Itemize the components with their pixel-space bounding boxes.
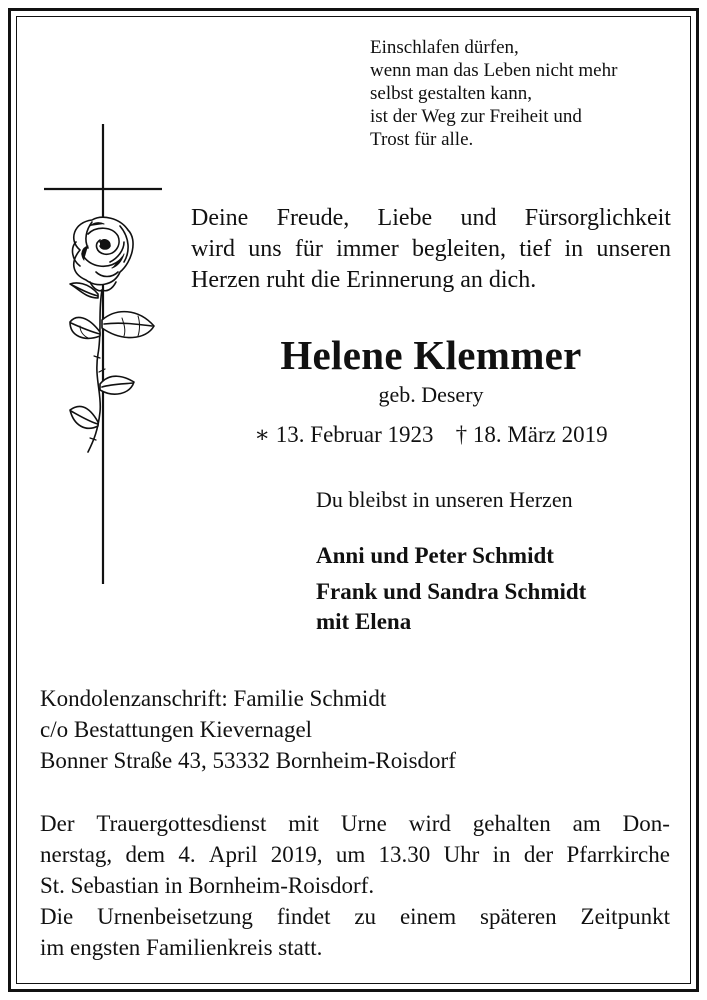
- service-line: Die Urnenbeisetzung findet zu einem späteren Zeitpunkt: [40, 904, 670, 929]
- cross-with-rose: [40, 122, 170, 587]
- poem-line: ist der Weg zur Freiheit und: [370, 106, 582, 127]
- poem: [370, 36, 617, 151]
- condolence-address: [40, 683, 456, 776]
- address-line: Kondolenzanschrift: Familie Schmidt: [40, 686, 387, 711]
- poem-line: Einschlafen dürfen,: [370, 37, 519, 58]
- poem-line: wenn man das Leben nicht mehr: [370, 60, 618, 81]
- service-line: nerstag, dem 4. April 2019, um 13.30 Uhr in der Pfarrkirche: [40, 842, 670, 867]
- deceased-name: Helene Klemmer: [280, 332, 582, 378]
- birth-date: ∗ 13. Februar 1923: [254, 422, 434, 447]
- mourner-line: mit Elena: [316, 609, 412, 634]
- service-info: [40, 808, 670, 963]
- mourner-line: Frank und Sandra Schmidt: [316, 579, 587, 604]
- mourners: [316, 541, 586, 637]
- farewell-quote: Du bleibst in unseren Herzen: [316, 487, 573, 512]
- service-line: St. Sebastian in Bornheim-Roisdorf.: [40, 873, 375, 898]
- intro-line: Herzen ruht die Erinnerung an dich.: [191, 267, 537, 293]
- intro-line: Deine Freude, Liebe und Fürsorglichkeit: [191, 205, 671, 231]
- poem-line: Trost für alle.: [370, 129, 474, 150]
- intro-text: [191, 203, 671, 296]
- intro-line: wird uns für immer begleiten, tief in unseren: [191, 236, 671, 262]
- address-line: Bonner Straße 43, 53332 Bornheim-Roisdorf: [40, 748, 456, 773]
- death-date: † 18. März 2019: [455, 422, 608, 447]
- cross-icon: [44, 124, 162, 584]
- poem-line: selbst gestalten kann,: [370, 83, 532, 104]
- maiden-name: geb. Desery: [378, 382, 484, 407]
- rose-icon: [70, 217, 154, 452]
- service-line: im engsten Familienkreis statt.: [40, 935, 323, 960]
- address-line: c/o Bestattungen Kievernagel: [40, 717, 313, 742]
- service-line: Der Trauergottesdienst mit Urne wird gehalten am Don-: [40, 811, 670, 836]
- life-dates: [191, 420, 671, 450]
- mourner-line: Anni und Peter Schmidt: [316, 543, 554, 568]
